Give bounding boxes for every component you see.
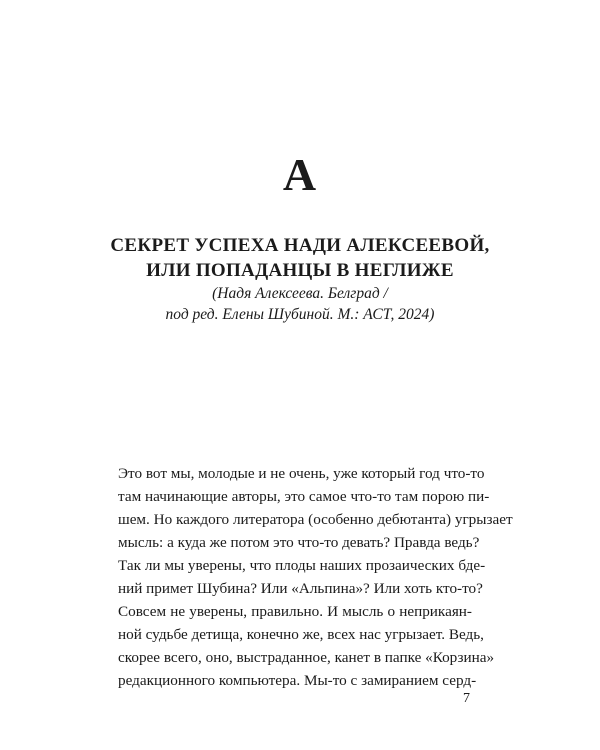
body-line: ний примет Шубина? Или «Альпина»? Или хоть кто-то? xyxy=(118,580,483,597)
body-line: там начинающие авторы, это самое что-то там порою пи- xyxy=(118,488,490,505)
body-line: шем. Но каждого литератора (особенно дебютанта) угрызает xyxy=(118,511,513,528)
body-line: Так ли мы уверены, что плоды наших прозаических бде- xyxy=(118,557,486,574)
body-line: Это вот мы, молодые и не очень, уже который год что-то xyxy=(118,465,485,482)
body-line: скорее всего, оно, выстраданное, канет в папке «Корзина» xyxy=(118,649,495,666)
body-text xyxy=(118,462,513,692)
page-number: 7 xyxy=(463,691,470,706)
bibliographic-line-1: (Надя Алексеева. Белград / xyxy=(212,285,388,302)
chapter-title-line-1: СЕКРЕТ УСПЕХА НАДИ АЛЕКСЕЕВОЙ, xyxy=(110,235,490,256)
body-line: редакционного компьютера. Мы-то с замиранием серд- xyxy=(118,672,477,689)
bibliographic-line-2: под ред. Елены Шубиной. М.: АСТ, 2024) xyxy=(165,306,435,323)
body-line: мысль: а куда же потом это что-то девать? Правда ведь? xyxy=(118,534,480,551)
body-line: ной судьбе детища, конечно же, всех нас угрызает. Ведь, xyxy=(118,626,484,643)
chapter-title xyxy=(60,233,540,283)
body-line: Совсем не уверены, правильно. И мысль о неприкаян- xyxy=(118,603,472,620)
chapter-letter: А xyxy=(282,149,318,200)
chapter-title-line-2: ИЛИ ПОПАДАНЦЫ В НЕГЛИЖЕ xyxy=(146,260,454,281)
bibliographic-reference xyxy=(60,283,540,325)
